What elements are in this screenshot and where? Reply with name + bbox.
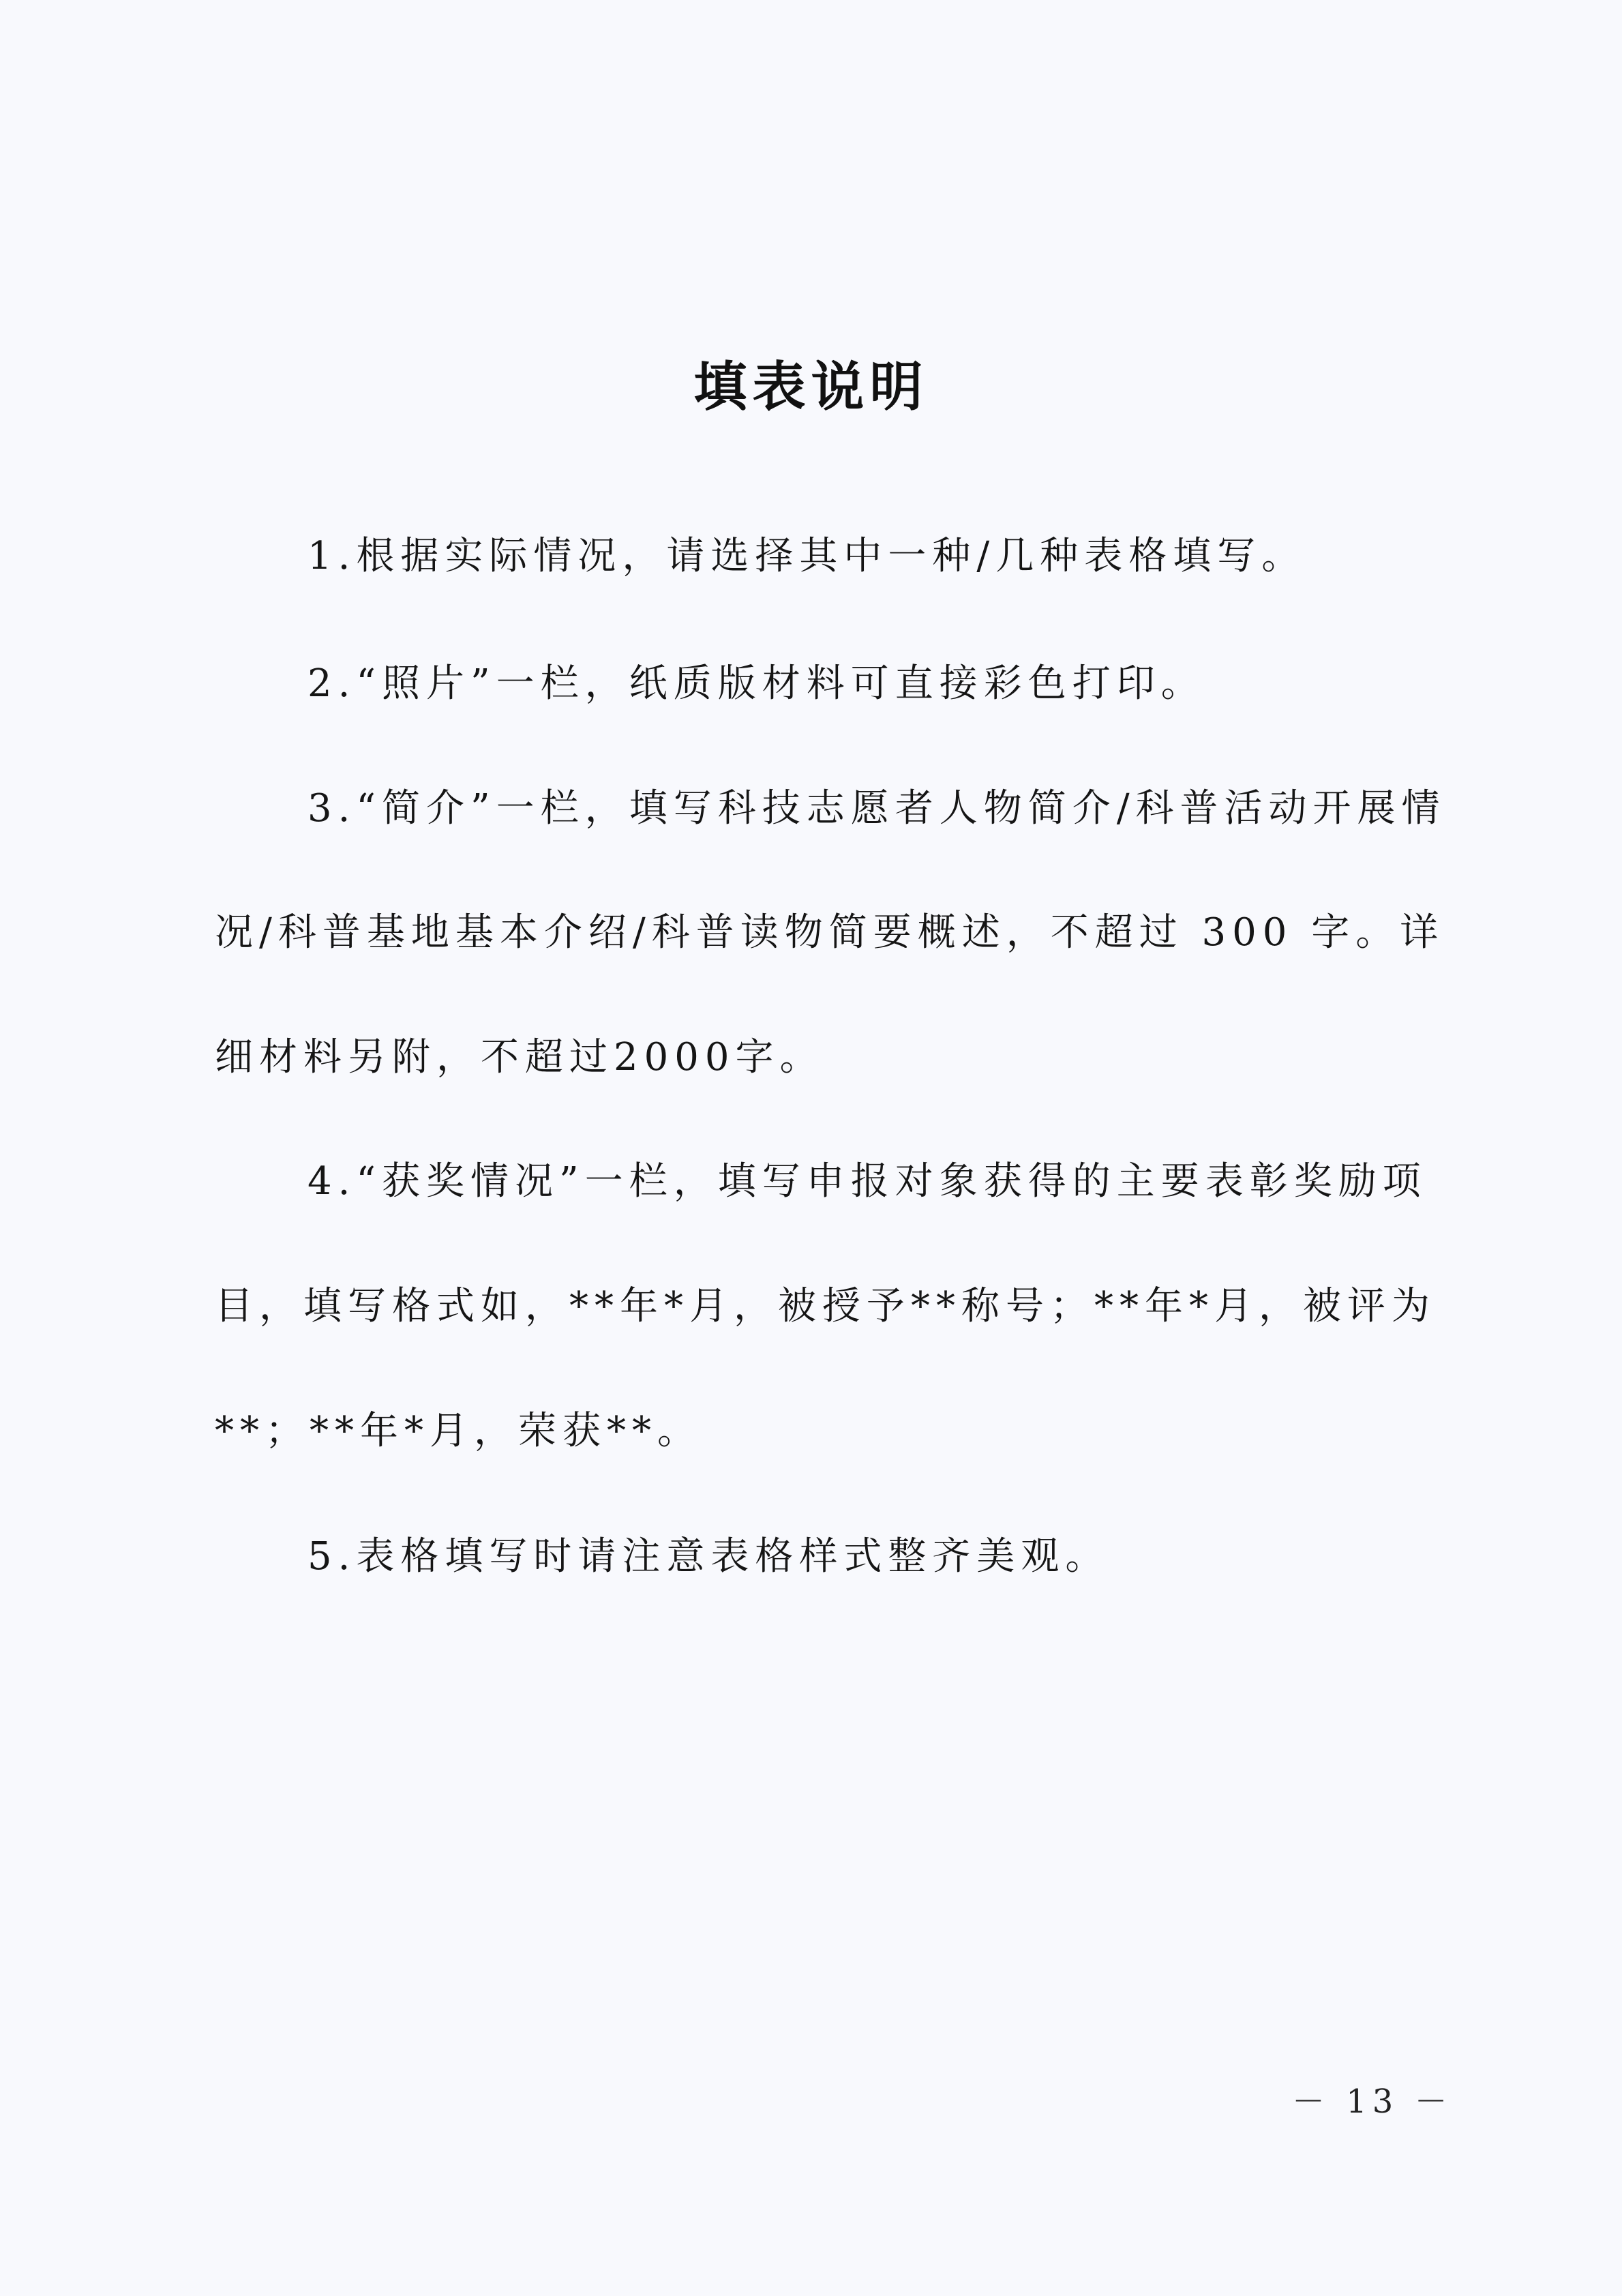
instruction-item-2-line-1: 2.“照片”一栏，纸质版材料可直接彩色打印。 (307, 661, 1205, 706)
page-title: 填表说明 (693, 357, 929, 418)
instruction-item-3-line-3: 细材料另附，不超过2000字。 (215, 1035, 824, 1079)
instruction-item-3-line-2: 况/科普基地基本介绍/科普读物简要概述，不超过 300 字。详 (215, 910, 1445, 955)
instruction-item-1-line-1: 1.根据实际情况，请选择其中一种/几种表格填写。 (307, 534, 1306, 578)
instruction-item-4-line-2: 目，填写格式如，**年*月，被授予**称号；**年*月，被评为 (215, 1284, 1436, 1328)
instruction-item-4-line-3: **；**年*月，荣获**。 (215, 1409, 702, 1453)
instruction-item-5-line-1: 5.表格填写时请注意表格样式整齐美观。 (307, 1534, 1110, 1579)
instruction-item-3-line-1: 3.“简介”一栏，填写科技志愿者人物简介/科普活动开展情 (307, 786, 1446, 831)
page-number: － 13 － (1292, 2083, 1453, 2121)
instruction-item-4-line-1: 4.“获奖情况”一栏，填写申报对象获得的主要表彰奖励项 (307, 1159, 1427, 1204)
